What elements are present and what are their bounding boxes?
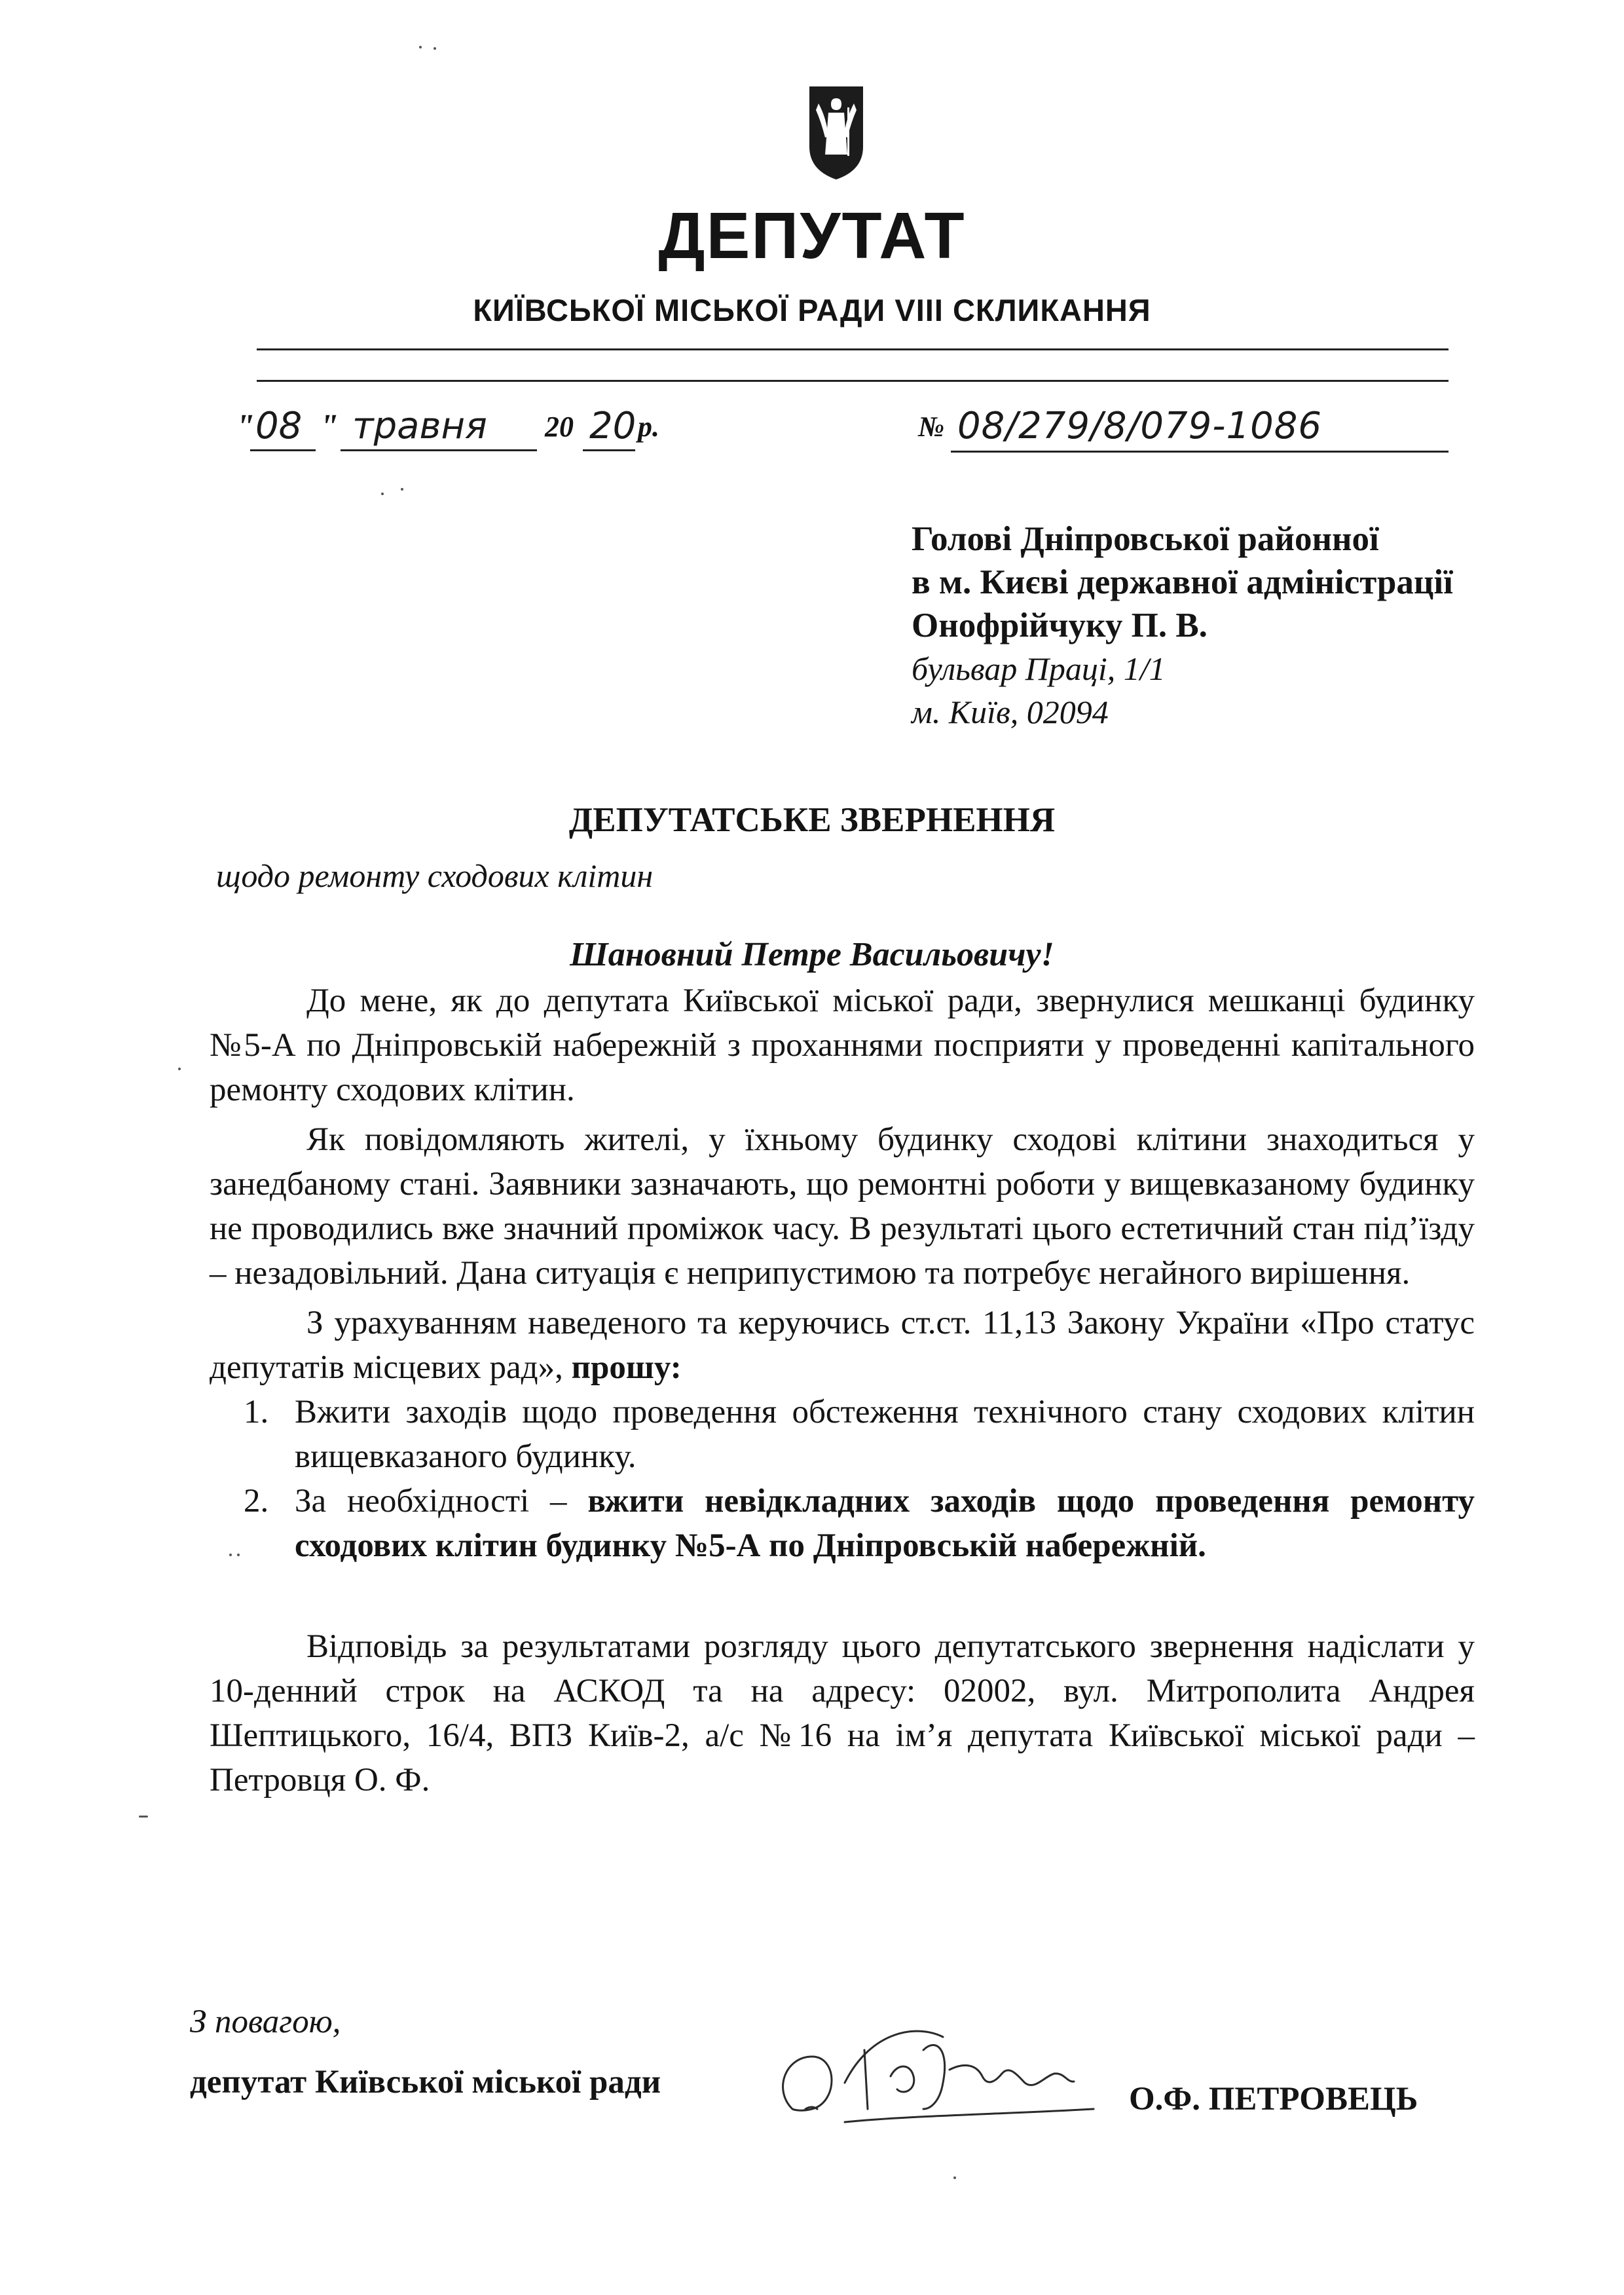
letter-body <box>210 979 1475 1802</box>
closing-regards: З повагою, <box>190 2004 341 2040</box>
paragraph-3 <box>210 1301 1475 1390</box>
paragraph-1: До мене, як до депутата Київської міської ради, звернулися мешканці будинку №5-А по Дніпровській набережній з проханнями посприяти у проведенні капітального ремонту сходових клітин. <box>210 982 1475 1108</box>
kyiv-coat-of-arms-icon <box>807 84 866 181</box>
document-title: ДЕПУТАТ <box>658 199 966 272</box>
date-day-line <box>250 449 316 451</box>
salutation: Шановний Петре Васильовичу! <box>570 936 1054 973</box>
signer-name: О.Ф. ПЕТРОВЕЦЬ <box>1129 2081 1418 2118</box>
request-list <box>210 1390 1475 1568</box>
request-item-2-number: 2. <box>244 1483 269 1520</box>
addressee-line-1: Голові Дніпровської районної <box>912 520 1379 558</box>
handwritten-signature <box>766 2011 1113 2142</box>
date-block <box>236 405 707 464</box>
date-month-line <box>341 449 537 451</box>
paragraph-4: Відповідь за результатами розгляду цього депутатського звернення надіслати у 10-денний строк на АСКОД та на адресу: 02002, вул. Митрополита Андрея Шептицького, 16/4, ВПЗ Київ-2, а/с №16 на ім’я депутата Київської міської ради – Петровця О. Ф. <box>210 1628 1475 1799</box>
date-year-suffix: 20 <box>589 405 637 447</box>
request-item-2-bold: вжити невідкладних заходів щодо проведення ремонту сходових клітин будинку №5-А по Дніпровській набережній. <box>295 1483 1475 1564</box>
number-line <box>951 451 1449 453</box>
letter-subject: щодо ремонту сходових клітин <box>216 857 654 894</box>
letter-heading: ДЕПУТАТСЬКЕ ЗВЕРНЕННЯ <box>568 801 1056 839</box>
paragraph-2: Як повідомляють жителі, у їхньому будинку сходові клітини знаходиться у занедбаному стані. Заявники зазначають, що ремонтні роботи у вищевказаному будинку не проводились вже значний проміжок часу. В результаті цього естетичний стан під’їзду – незадовільний. Дана ситуація є неприпустимою та потребує негайного вирішення. <box>210 1121 1475 1292</box>
request-item-1-text: Вжити заходів щодо проведення обстеження технічного стану сходових клітин вищевказаного будинку. <box>295 1394 1475 1475</box>
addressee-line-2: в м. Києві державної адміністрації <box>912 563 1453 601</box>
request-item-2 <box>210 1479 1475 1568</box>
number-prefix: № <box>918 411 945 443</box>
addressee-line-3: Онофрійчуку П. В. <box>912 606 1208 644</box>
date-month: травня <box>352 405 487 447</box>
document-subtitle: КИЇВСЬКОЇ МІСЬКОЇ РАДИ VIII СКЛИКАННЯ <box>473 293 1151 327</box>
header-rule-top <box>257 348 1449 350</box>
date-year-end: р. <box>638 411 659 443</box>
date-year-prefix: 20 <box>545 411 574 443</box>
addressee-line-4: бульвар Праці, 1/1 <box>912 650 1166 687</box>
request-item-1 <box>210 1390 1475 1479</box>
date-day: 08 <box>255 405 303 447</box>
addressee-line-5: м. Київ, 02094 <box>912 694 1109 730</box>
date-year-line <box>583 449 635 451</box>
date-quote-open: " <box>236 408 255 445</box>
signer-position: депутат Київської міської ради <box>190 2064 661 2100</box>
request-item-1-number: 1. <box>244 1394 269 1430</box>
paragraph-3-request: прошу: <box>571 1349 682 1386</box>
date-quote-close: " <box>320 408 339 445</box>
addressee-block <box>912 517 1579 734</box>
reference-number-block <box>918 405 1455 464</box>
reference-number: 08/279/8/079-1086 <box>957 405 1322 447</box>
header-rule-bottom <box>257 380 1449 382</box>
request-item-2-plain: За необхідності – <box>295 1483 567 1520</box>
paragraph-3-text: З урахуванням наведеного та керуючись ст.ст. 11,13 Закону України «Про статус депутатів місцевих рад», <box>210 1305 1475 1386</box>
